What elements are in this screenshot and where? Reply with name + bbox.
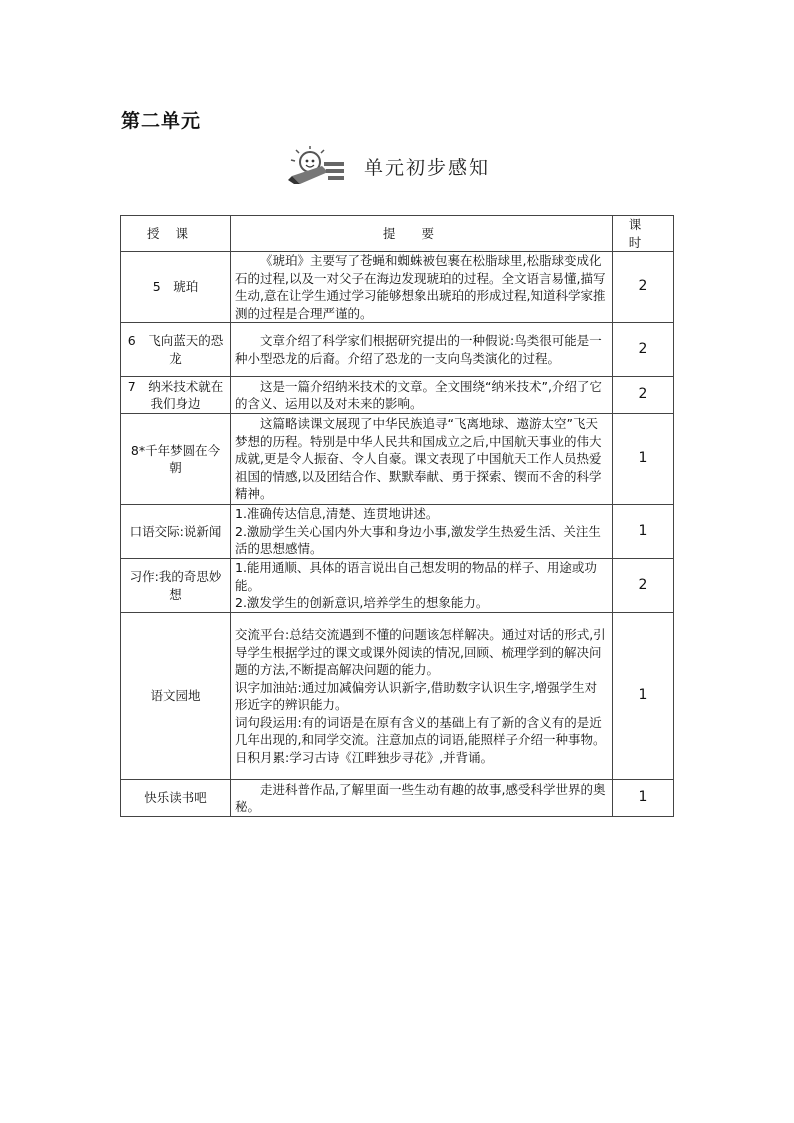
section-title: 单元初步感知 (364, 156, 491, 179)
table-row (121, 377, 674, 414)
summary-text: 这篇略读课文展现了中华民族追寻“飞离地球、遨游太空”飞天梦想的历程。特别是中华人民共和国成立之后,中国航天事业的伟大成就,更是令人振奋、令人自豪。课文表现了中国航天工作人员热爱祖国的情感,以及团结合作、默默奉献、勇于探索、锲而不舍的科学精神。 (235, 416, 602, 502)
lesson-cell: 8*千年梦圆在今朝 (121, 414, 231, 505)
table-header-row (121, 216, 674, 252)
hours-cell: 2 (613, 559, 674, 613)
header-lesson: 授课 (121, 216, 231, 252)
table-row (121, 613, 674, 780)
summary-cell (231, 377, 613, 414)
unit-title: 第二单元 (121, 110, 202, 132)
hours-cell: 2 (613, 252, 674, 323)
lesson-cell: 语文园地 (121, 613, 231, 780)
hours-cell: 1 (613, 505, 674, 559)
summary-cell (231, 613, 613, 780)
summary-text: 这是一篇介绍纳米技术的文章。全文围绕“纳米技术”,介绍了它的含义、运用以及对未来的影响。 (235, 378, 602, 411)
summary-cell (231, 559, 613, 613)
lesson-cell: 7 纳米技术就在我们身边 (121, 377, 231, 414)
hours-cell: 1 (613, 613, 674, 780)
summary-text: 走进科普作品,了解里面一些生动有趣的故事,感受科学世界的奥秘。 (235, 781, 606, 814)
syllabus-table (120, 215, 674, 817)
summary-text: 2.激励学生关心国内外大事和身边小事,激发学生热爱生活、关注生活的思想感情。 (235, 523, 601, 557)
table-row (121, 559, 674, 613)
summary-text: 1.能用通顺、具体的语言说出自己想发明的物品的样子、用途或功能。 (235, 560, 597, 593)
summary-cell (231, 252, 613, 323)
header-hours: 课时 (613, 216, 674, 252)
table-row (121, 252, 674, 323)
hours-cell: 1 (613, 780, 674, 817)
table-row (121, 414, 674, 505)
table-row (121, 505, 674, 559)
summary-cell (231, 323, 613, 377)
lesson-cell: 口语交际:说新闻 (121, 505, 231, 559)
summary-text: 交流平台:总结交流遇到不懂的问题该怎样解决。通过对话的形式,引导学生根据学过的课文或课外阅读的情况,回顾、梳理学到的解决问题的方法,不断提高解决问题的能力。 (235, 627, 606, 677)
summary-cell (231, 505, 613, 559)
table-row (121, 323, 674, 377)
summary-text: 词句段运用:有的词语是在原有含义的基础上有了新的含义有的是近几年出现的,和同学交流。注意加点的词语,能照样子介绍一种事物。 (235, 714, 606, 747)
hours-cell: 2 (613, 323, 674, 377)
summary-text: 1.准确传达信息,清楚、连贯地讲述。 (235, 506, 439, 522)
header-summary: 提要 (231, 216, 613, 252)
summary-cell (231, 414, 613, 505)
summary-text: 《琥珀》主要写了苍蝇和蜘蛛被包裹在松脂球里,松脂球变成化石的过程,以及一对父子在海边发现琥珀的过程。全文语言易懂,描写生动,意在让学生通过学习能够想象出琥珀的形成过程,知道科学家推测的过程是合理严谨的。 (235, 253, 606, 321)
summary-text: 日积月累:学习古诗《江畔独步寻花》,并背诵。 (235, 749, 494, 765)
lightbulb-pencil-icon (288, 146, 346, 186)
hours-cell: 2 (613, 377, 674, 414)
lesson-cell: 快乐读书吧 (121, 780, 231, 817)
table-row (121, 780, 674, 817)
summary-text: 2.激发学生的创新意识,培养学生的想象能力。 (235, 595, 489, 611)
hours-cell: 1 (613, 414, 674, 505)
lesson-cell: 习作:我的奇思妙想 (121, 559, 231, 613)
summary-text: 文章介绍了科学家们根据研究提出的一种假说:鸟类很可能是一种小型恐龙的后裔。介绍了恐龙的一支向鸟类演化的过程。 (235, 333, 602, 366)
section-header (288, 146, 490, 186)
lesson-cell: 5 琥珀 (121, 252, 231, 323)
summary-cell (231, 780, 613, 817)
lesson-cell: 6 飞向蓝天的恐龙 (121, 323, 231, 377)
summary-text: 识字加油站:通过加减偏旁认识新字,借助数字认识生字,增强学生对形近字的辨识能力。 (235, 679, 598, 712)
